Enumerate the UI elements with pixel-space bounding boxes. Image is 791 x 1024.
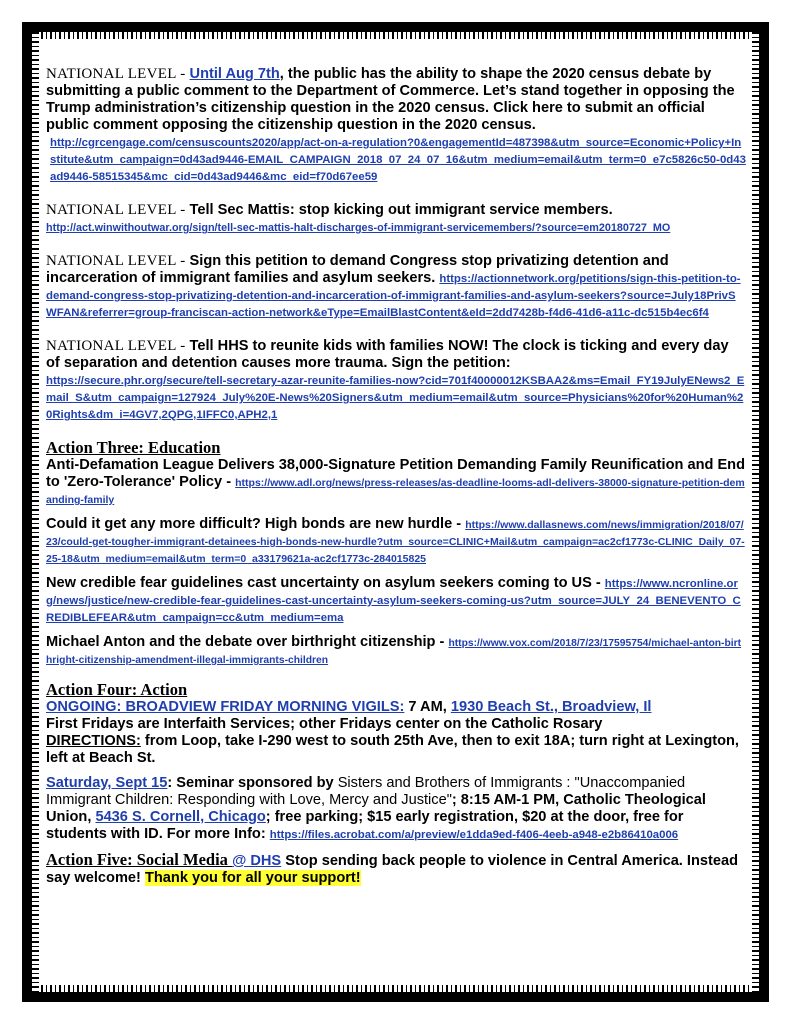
border-pattern-bottom <box>32 985 759 992</box>
border-pattern-right <box>752 32 759 992</box>
seminar-text: ; free parking; $15 early registration, $20 at the door, free for students with ID. For more Info: <box>46 809 684 842</box>
action-four-heading: Action Four: Action <box>46 680 188 699</box>
item-text: New credible fear guidelines cast uncertainty on asylum seekers coming to US - <box>46 575 605 591</box>
hhs-petition-link[interactable]: https://secure.phr.org/secure/tell-secretary-azar-reunite-families-now?cid=701f40000012KSBAA2&ms=Email_FY19JulyENews2_Email_S&utm_campaign=127924_July%20E-News%20Signers&utm_medium=email&utm_source=Physicians%20for%20Human%20Rights&dm_i=4GV7,2QPG,1IFFC0,APH2,1 <box>46 375 745 421</box>
action-five-section <box>46 851 746 887</box>
dallasnews-link[interactable]: https://www.dallasnews.com/news/immigration/2018/07/23/could-get-tougher-immigrant-detainees-high-bonds-new-hurdle?utm_source=CLINIC+Mail&utm_campaign=ac2cf1773c-CLINIC_Daily_07-25-18&utm_medium=email&utm_term=0_a33179621a-ac2cf1773c-284015825 <box>46 519 745 565</box>
vigil-address-link[interactable]: 1930 Beach St., Broadview, Il <box>450 699 652 715</box>
seminar-text: : Seminar sponsored by <box>167 775 338 791</box>
education-item <box>46 457 746 508</box>
newsletter-content <box>46 66 746 887</box>
item-text: Michael Anton and the debate over birthright citizenship - <box>46 634 449 650</box>
vigils-link[interactable]: ONGOING: BROADVIEW FRIDAY MORNING VIGILS: <box>46 699 405 715</box>
vox-link[interactable]: https://www.vox.com/2018/7/23/17595754/michael-anton-birthright-citizenship-amendment-illegal-immigrants-children <box>46 638 742 666</box>
border-pattern-left <box>32 32 39 992</box>
privatizing-petition-link[interactable]: https://actionnetwork.org/petitions/sign-this-petition-to-demand-congress-stop-privatizing-detention-and-incarceration-of-immigrant-families-and-asylum-seekers?source=July18PrivSWFAN&referrer=group-franciscan-action-network&eType=EmailBlastContent&eId=2dd7428b-f4d6-41d6-a11c-dc515b4ec6f4 <box>46 273 741 319</box>
item-text: , the public has the ability to shape the 2020 census debate by submitting a public comment to the Department of Commerce. Let’s stand together in opposing the Trump administration’s citizenship question in the 2020 census. Click here to submit an official public comment opposing the citizenship question in the 2020 census. <box>46 66 735 133</box>
adl-link[interactable]: https://www.adl.org/news/press-releases/as-deadline-looms-adl-delivers-38000-signature-petition-demanding-family <box>46 477 745 506</box>
seminar-address-link[interactable]: 5436 S. Cornell, Chicago <box>95 809 266 825</box>
social-text: Stop sending back people to violence in Central America. Instead say welcome! <box>46 853 739 886</box>
deadline-link[interactable]: Until Aug 7th <box>189 66 280 82</box>
dhs-handle: @ DHS <box>232 853 282 869</box>
item-text: Could it get any more difficult? High bonds are new hurdle - <box>46 516 466 532</box>
level-label: NATIONAL LEVEL - <box>46 253 190 269</box>
national-item-census <box>46 66 746 185</box>
action-three-heading: Action Three: Education <box>46 438 221 457</box>
directions-text: from Loop, take I-290 west to south 25th Ave, then to exit 18A; turn right at Lexington, left at Beach St. <box>46 733 739 766</box>
border-pattern-top <box>32 32 759 39</box>
national-item-mattis <box>46 202 746 236</box>
level-label: NATIONAL LEVEL - <box>46 66 190 82</box>
action-five-heading: Action Five: Social Media <box>46 850 233 869</box>
education-item <box>46 634 746 668</box>
vigil-description: First Fridays are Interfaith Services; other Fridays center on the Catholic Rosary <box>46 716 603 732</box>
item-text: Sign this petition to demand Congress stop privatizing detention and incarceration of immigrant families and asylum seekers. <box>46 253 669 286</box>
seminar-date-link[interactable]: Saturday, Sept 15 <box>46 775 168 791</box>
education-item <box>46 516 746 567</box>
national-item-privatizing <box>46 253 746 321</box>
national-item-hhs <box>46 338 746 423</box>
seminar-info-link[interactable]: https://files.acrobat.com/a/preview/e1dda9ed-f406-4eeb-a948-e2b86410a006 <box>269 829 679 841</box>
item-text: Tell HHS to reunite kids with families NOW! The clock is ticking and every day of separation and detention causes more trauma. Sign the petition: <box>46 338 729 371</box>
item-text: Tell Sec Mattis: stop kicking out immigrant service members. <box>189 202 613 218</box>
education-item <box>46 575 746 626</box>
thank-you-highlight: Thank you for all your support! <box>144 870 361 886</box>
vigil-time: 7 AM, <box>404 699 451 715</box>
census-comment-link[interactable]: http://cgrcengage.com/censuscounts2020/app/act-on-a-regulation?0&engagementId=487398&utm_source=Economic+Policy+Institute&utm_campaign=0d43ad9446-EMAIL_CAMPAIGN_2018_07_24_07_16&utm_medium=email&utm_term=0_e7c5826c50-0d43ad9446-58515345&mc_cid=0d43ad9446&mc_eid=f70d67ee59 <box>50 137 746 183</box>
directions-label: DIRECTIONS: <box>46 733 141 749</box>
seminar-text: ; 8:15 AM-1 PM, Catholic Theological Union, <box>46 792 706 825</box>
level-label: NATIONAL LEVEL - <box>46 202 190 218</box>
seminar-org: Sisters and Brothers of Immigrants : "Unaccompanied Immigrant Children: Responding with Love, Mercy and Justice" <box>46 775 686 808</box>
action-three-section <box>46 438 746 668</box>
action-four-section <box>46 680 746 843</box>
mattis-petition-link[interactable]: http://act.winwithoutwar.org/sign/tell-sec-mattis-halt-discharges-of-immigrant-servicemembers/?source=em20180727_MO <box>46 222 671 234</box>
item-text: Anti-Defamation League Delivers 38,000-Signature Petition Demanding Family Reunification and End to 'Zero-Tolerance' Policy - <box>46 457 746 490</box>
level-label: NATIONAL LEVEL - <box>46 338 190 354</box>
ncronline-link[interactable]: https://www.ncronline.org/news/justice/new-credible-fear-guidelines-cast-uncertainty-asylum-seekers-coming-us?utm_source=JULY_24_BENEVENTO_CREDIBLEFEAR&utm_campaign=cc&utm_medium=ema <box>46 578 741 624</box>
